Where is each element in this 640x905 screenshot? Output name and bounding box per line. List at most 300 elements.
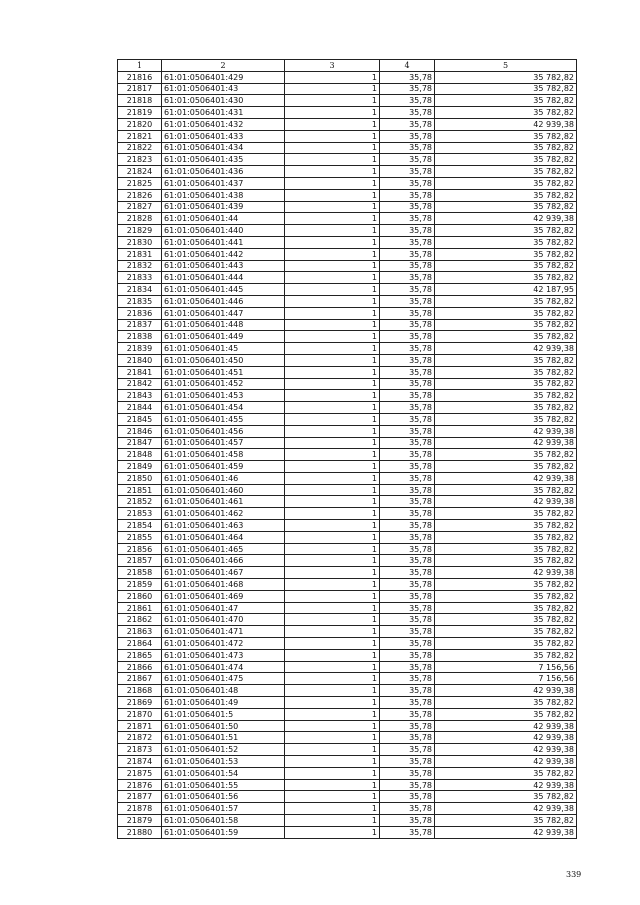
table-row bbox=[118, 118, 577, 130]
table-cell: 21828 bbox=[118, 213, 162, 225]
table-cell: 35,78 bbox=[380, 201, 435, 213]
table-cell: 21817 bbox=[118, 83, 162, 95]
table-cell: 61:01:0506401:471 bbox=[162, 626, 285, 638]
table-cell: 35,78 bbox=[380, 107, 435, 119]
table-cell: 35,78 bbox=[380, 189, 435, 201]
table-cell: 1 bbox=[285, 567, 380, 579]
table-row bbox=[118, 390, 577, 402]
table-row bbox=[118, 602, 577, 614]
table-cell: 61:01:0506401:50 bbox=[162, 720, 285, 732]
table-cell: 35,78 bbox=[380, 461, 435, 473]
table-cell: 35 782,82 bbox=[435, 590, 577, 602]
table-cell: 21867 bbox=[118, 673, 162, 685]
table-row bbox=[118, 437, 577, 449]
table-cell: 35 782,82 bbox=[435, 626, 577, 638]
table-cell: 42 939,38 bbox=[435, 720, 577, 732]
table-cell: 35,78 bbox=[380, 602, 435, 614]
table-cell: 35,78 bbox=[380, 508, 435, 520]
table-row bbox=[118, 815, 577, 827]
table-cell: 61:01:0506401:455 bbox=[162, 413, 285, 425]
table-cell: 35,78 bbox=[380, 213, 435, 225]
table-cell: 1 bbox=[285, 83, 380, 95]
table-cell: 21835 bbox=[118, 295, 162, 307]
table-cell: 42 939,38 bbox=[435, 685, 577, 697]
table-row bbox=[118, 343, 577, 355]
table-cell: 35,78 bbox=[380, 626, 435, 638]
table-row bbox=[118, 354, 577, 366]
table-row bbox=[118, 543, 577, 555]
table-cell: 1 bbox=[285, 720, 380, 732]
table-cell: 35,78 bbox=[380, 484, 435, 496]
table-cell: 35,78 bbox=[380, 366, 435, 378]
table-cell: 35 782,82 bbox=[435, 649, 577, 661]
table-row bbox=[118, 484, 577, 496]
table-cell: 21860 bbox=[118, 590, 162, 602]
table-cell: 1 bbox=[285, 166, 380, 178]
table-cell: 1 bbox=[285, 626, 380, 638]
table-cell: 61:01:0506401:452 bbox=[162, 378, 285, 390]
table-cell: 61:01:0506401:434 bbox=[162, 142, 285, 154]
table-cell: 61:01:0506401:438 bbox=[162, 189, 285, 201]
table-row bbox=[118, 95, 577, 107]
table-cell: 21879 bbox=[118, 815, 162, 827]
table-cell: 21846 bbox=[118, 425, 162, 437]
table-cell: 35 782,82 bbox=[435, 166, 577, 178]
table-cell: 1 bbox=[285, 826, 380, 838]
table-row bbox=[118, 295, 577, 307]
table-cell: 21840 bbox=[118, 354, 162, 366]
table-cell: 35,78 bbox=[380, 307, 435, 319]
table-cell: 21856 bbox=[118, 543, 162, 555]
table-cell: 35,78 bbox=[380, 720, 435, 732]
table-row bbox=[118, 107, 577, 119]
table-cell: 35,78 bbox=[380, 520, 435, 532]
table-cell: 61:01:0506401:456 bbox=[162, 425, 285, 437]
table-cell: 1 bbox=[285, 107, 380, 119]
table-cell: 61:01:0506401:429 bbox=[162, 71, 285, 83]
table-cell: 21824 bbox=[118, 166, 162, 178]
table-cell: 35,78 bbox=[380, 531, 435, 543]
table-cell: 61:01:0506401:459 bbox=[162, 461, 285, 473]
table-cell: 1 bbox=[285, 732, 380, 744]
table-cell: 61:01:0506401:469 bbox=[162, 590, 285, 602]
table-cell: 42 939,38 bbox=[435, 826, 577, 838]
table-cell: 21829 bbox=[118, 225, 162, 237]
table-cell: 35,78 bbox=[380, 331, 435, 343]
table-cell: 35,78 bbox=[380, 555, 435, 567]
table-cell: 35 782,82 bbox=[435, 177, 577, 189]
table-cell: 61:01:0506401:454 bbox=[162, 402, 285, 414]
table-cell: 21834 bbox=[118, 284, 162, 296]
table-cell: 35 782,82 bbox=[435, 142, 577, 154]
table-row bbox=[118, 708, 577, 720]
table-cell: 1 bbox=[285, 378, 380, 390]
table-cell: 35,78 bbox=[380, 732, 435, 744]
table-row bbox=[118, 720, 577, 732]
table-cell: 61:01:0506401:430 bbox=[162, 95, 285, 107]
table-cell: 61:01:0506401:5 bbox=[162, 708, 285, 720]
table-cell: 35,78 bbox=[380, 579, 435, 591]
table-cell: 42 939,38 bbox=[435, 732, 577, 744]
table-cell: 35,78 bbox=[380, 791, 435, 803]
table-cell: 35 782,82 bbox=[435, 225, 577, 237]
table-cell: 42 939,38 bbox=[435, 803, 577, 815]
table-cell: 21850 bbox=[118, 472, 162, 484]
table-cell: 1 bbox=[285, 756, 380, 768]
table-cell: 21866 bbox=[118, 661, 162, 673]
table-cell: 35,78 bbox=[380, 756, 435, 768]
table-cell: 61:01:0506401:442 bbox=[162, 248, 285, 260]
table-cell: 35,78 bbox=[380, 319, 435, 331]
table-cell: 61:01:0506401:45 bbox=[162, 343, 285, 355]
table-cell: 1 bbox=[285, 685, 380, 697]
table-cell: 35,78 bbox=[380, 661, 435, 673]
table-cell: 35,78 bbox=[380, 638, 435, 650]
table-cell: 35 782,82 bbox=[435, 319, 577, 331]
table-cell: 35,78 bbox=[380, 378, 435, 390]
table-cell: 35,78 bbox=[380, 295, 435, 307]
table-cell: 21823 bbox=[118, 154, 162, 166]
table-cell: 35 782,82 bbox=[435, 390, 577, 402]
table-cell: 1 bbox=[285, 579, 380, 591]
table-cell: 61:01:0506401:467 bbox=[162, 567, 285, 579]
table-cell: 1 bbox=[285, 815, 380, 827]
table-cell: 1 bbox=[285, 484, 380, 496]
table-cell: 35 782,82 bbox=[435, 520, 577, 532]
table-cell: 61:01:0506401:462 bbox=[162, 508, 285, 520]
table-cell: 61:01:0506401:453 bbox=[162, 390, 285, 402]
table-cell: 1 bbox=[285, 130, 380, 142]
table-row bbox=[118, 201, 577, 213]
table-row bbox=[118, 236, 577, 248]
table-row bbox=[118, 791, 577, 803]
table-cell: 61:01:0506401:465 bbox=[162, 543, 285, 555]
table-cell: 21848 bbox=[118, 449, 162, 461]
table-cell: 61:01:0506401:472 bbox=[162, 638, 285, 650]
table-cell: 35,78 bbox=[380, 354, 435, 366]
table-cell: 1 bbox=[285, 638, 380, 650]
table-cell: 35,78 bbox=[380, 590, 435, 602]
table-cell: 61:01:0506401:474 bbox=[162, 661, 285, 673]
table-cell: 1 bbox=[285, 520, 380, 532]
table-cell: 21852 bbox=[118, 496, 162, 508]
table-cell: 21838 bbox=[118, 331, 162, 343]
table-row bbox=[118, 402, 577, 414]
table-cell: 35,78 bbox=[380, 142, 435, 154]
table-row bbox=[118, 154, 577, 166]
table-cell: 42 939,38 bbox=[435, 779, 577, 791]
table-row bbox=[118, 189, 577, 201]
table-cell: 1 bbox=[285, 248, 380, 260]
table-cell: 35 782,82 bbox=[435, 331, 577, 343]
table-row bbox=[118, 130, 577, 142]
table-cell: 35,78 bbox=[380, 697, 435, 709]
table-cell: 35 782,82 bbox=[435, 107, 577, 119]
table-cell: 61:01:0506401:433 bbox=[162, 130, 285, 142]
table-cell: 1 bbox=[285, 508, 380, 520]
table-cell: 35,78 bbox=[380, 343, 435, 355]
table-row bbox=[118, 213, 577, 225]
table-cell: 1 bbox=[285, 71, 380, 83]
column-header: 5 bbox=[435, 60, 577, 72]
table-cell: 21832 bbox=[118, 260, 162, 272]
table-cell: 1 bbox=[285, 803, 380, 815]
table-row bbox=[118, 461, 577, 473]
table-cell: 61:01:0506401:451 bbox=[162, 366, 285, 378]
table-cell: 35,78 bbox=[380, 413, 435, 425]
table-cell: 35 782,82 bbox=[435, 579, 577, 591]
table-cell: 35,78 bbox=[380, 472, 435, 484]
table-cell: 1 bbox=[285, 708, 380, 720]
column-header: 3 bbox=[285, 60, 380, 72]
table-cell: 35 782,82 bbox=[435, 402, 577, 414]
table-cell: 35,78 bbox=[380, 166, 435, 178]
table-cell: 21839 bbox=[118, 343, 162, 355]
table-cell: 35,78 bbox=[380, 260, 435, 272]
table-row bbox=[118, 307, 577, 319]
column-header: 4 bbox=[380, 60, 435, 72]
table-cell: 1 bbox=[285, 779, 380, 791]
table-cell: 21868 bbox=[118, 685, 162, 697]
table-cell: 1 bbox=[285, 354, 380, 366]
table-cell: 61:01:0506401:439 bbox=[162, 201, 285, 213]
page-number: 339 bbox=[566, 870, 582, 879]
table-cell: 61:01:0506401:48 bbox=[162, 685, 285, 697]
table-row bbox=[118, 142, 577, 154]
table-cell: 61:01:0506401:440 bbox=[162, 225, 285, 237]
table-cell: 35 782,82 bbox=[435, 189, 577, 201]
table-row bbox=[118, 744, 577, 756]
table-cell: 61:01:0506401:436 bbox=[162, 166, 285, 178]
table-cell: 35 782,82 bbox=[435, 531, 577, 543]
table-cell: 35,78 bbox=[380, 177, 435, 189]
table-cell: 35,78 bbox=[380, 543, 435, 555]
table-cell: 1 bbox=[285, 437, 380, 449]
table-cell: 61:01:0506401:446 bbox=[162, 295, 285, 307]
table-cell: 21872 bbox=[118, 732, 162, 744]
table-cell: 35,78 bbox=[380, 71, 435, 83]
table-cell: 35 782,82 bbox=[435, 697, 577, 709]
table-cell: 1 bbox=[285, 225, 380, 237]
table-cell: 35 782,82 bbox=[435, 71, 577, 83]
table-cell: 35 782,82 bbox=[435, 272, 577, 284]
table-cell: 1 bbox=[285, 343, 380, 355]
column-header: 1 bbox=[118, 60, 162, 72]
table-cell: 35 782,82 bbox=[435, 508, 577, 520]
table-cell: 1 bbox=[285, 413, 380, 425]
table-row bbox=[118, 579, 577, 591]
table-cell: 35 782,82 bbox=[435, 791, 577, 803]
table-row bbox=[118, 425, 577, 437]
table-cell: 1 bbox=[285, 142, 380, 154]
table-cell: 35,78 bbox=[380, 118, 435, 130]
table-cell: 61:01:0506401:56 bbox=[162, 791, 285, 803]
table-cell: 35 782,82 bbox=[435, 638, 577, 650]
table-row bbox=[118, 331, 577, 343]
table-row bbox=[118, 248, 577, 260]
table-row bbox=[118, 697, 577, 709]
table-cell: 1 bbox=[285, 154, 380, 166]
table-row bbox=[118, 803, 577, 815]
table-cell: 42 939,38 bbox=[435, 472, 577, 484]
table-cell: 1 bbox=[285, 260, 380, 272]
table-cell: 21847 bbox=[118, 437, 162, 449]
table-cell: 21865 bbox=[118, 649, 162, 661]
table-cell: 21841 bbox=[118, 366, 162, 378]
table-cell: 21853 bbox=[118, 508, 162, 520]
table-row bbox=[118, 567, 577, 579]
table-cell: 1 bbox=[285, 590, 380, 602]
table-cell: 35 782,82 bbox=[435, 295, 577, 307]
table-cell: 42 939,38 bbox=[435, 744, 577, 756]
table-cell: 21816 bbox=[118, 71, 162, 83]
table-cell: 1 bbox=[285, 319, 380, 331]
table-cell: 35 782,82 bbox=[435, 154, 577, 166]
table-cell: 35,78 bbox=[380, 236, 435, 248]
table-cell: 35,78 bbox=[380, 390, 435, 402]
table-cell: 61:01:0506401:473 bbox=[162, 649, 285, 661]
table-cell: 61:01:0506401:51 bbox=[162, 732, 285, 744]
table-cell: 21827 bbox=[118, 201, 162, 213]
table-cell: 1 bbox=[285, 472, 380, 484]
table-cell: 35,78 bbox=[380, 803, 435, 815]
table-cell: 1 bbox=[285, 673, 380, 685]
table-cell: 21857 bbox=[118, 555, 162, 567]
table-cell: 1 bbox=[285, 531, 380, 543]
table-cell: 1 bbox=[285, 284, 380, 296]
table-cell: 35,78 bbox=[380, 425, 435, 437]
table-cell: 61:01:0506401:470 bbox=[162, 614, 285, 626]
table-cell: 1 bbox=[285, 449, 380, 461]
table-row bbox=[118, 520, 577, 532]
table-row bbox=[118, 661, 577, 673]
table-cell: 21842 bbox=[118, 378, 162, 390]
table-cell: 61:01:0506401:448 bbox=[162, 319, 285, 331]
table-cell: 1 bbox=[285, 402, 380, 414]
table-cell: 35,78 bbox=[380, 248, 435, 260]
table-row bbox=[118, 638, 577, 650]
table-cell: 21871 bbox=[118, 720, 162, 732]
table-cell: 21845 bbox=[118, 413, 162, 425]
table-cell: 35 782,82 bbox=[435, 555, 577, 567]
table-cell: 21863 bbox=[118, 626, 162, 638]
table-cell: 21819 bbox=[118, 107, 162, 119]
table-cell: 35,78 bbox=[380, 614, 435, 626]
table-cell: 21836 bbox=[118, 307, 162, 319]
table-cell: 21820 bbox=[118, 118, 162, 130]
table-cell: 61:01:0506401:437 bbox=[162, 177, 285, 189]
data-table bbox=[117, 59, 577, 839]
table-cell: 1 bbox=[285, 331, 380, 343]
table-cell: 21830 bbox=[118, 236, 162, 248]
table-row bbox=[118, 779, 577, 791]
table-row bbox=[118, 472, 577, 484]
table-cell: 61:01:0506401:443 bbox=[162, 260, 285, 272]
table-row bbox=[118, 649, 577, 661]
table-row bbox=[118, 756, 577, 768]
table-cell: 1 bbox=[285, 767, 380, 779]
table-cell: 1 bbox=[285, 614, 380, 626]
table-cell: 35 782,82 bbox=[435, 815, 577, 827]
table-cell: 35,78 bbox=[380, 567, 435, 579]
table-cell: 61:01:0506401:52 bbox=[162, 744, 285, 756]
table-cell: 42 939,38 bbox=[435, 425, 577, 437]
table-cell: 35,78 bbox=[380, 225, 435, 237]
table-row bbox=[118, 449, 577, 461]
table-cell: 35 782,82 bbox=[435, 614, 577, 626]
column-header: 2 bbox=[162, 60, 285, 72]
table-cell: 61:01:0506401:55 bbox=[162, 779, 285, 791]
table-cell: 42 939,38 bbox=[435, 213, 577, 225]
table-cell: 1 bbox=[285, 213, 380, 225]
table-cell: 1 bbox=[285, 295, 380, 307]
table-cell: 61:01:0506401:444 bbox=[162, 272, 285, 284]
table-cell: 1 bbox=[285, 649, 380, 661]
table-cell: 21826 bbox=[118, 189, 162, 201]
table-cell: 61:01:0506401:44 bbox=[162, 213, 285, 225]
table-cell: 61:01:0506401:432 bbox=[162, 118, 285, 130]
table-cell: 61:01:0506401:59 bbox=[162, 826, 285, 838]
table-cell: 1 bbox=[285, 602, 380, 614]
table-cell: 35,78 bbox=[380, 83, 435, 95]
table-cell: 61:01:0506401:466 bbox=[162, 555, 285, 567]
table-cell: 35,78 bbox=[380, 685, 435, 697]
table-row bbox=[118, 366, 577, 378]
table-cell: 35 782,82 bbox=[435, 602, 577, 614]
table-row bbox=[118, 767, 577, 779]
table-row bbox=[118, 272, 577, 284]
table-cell: 35,78 bbox=[380, 95, 435, 107]
table-row bbox=[118, 685, 577, 697]
table-cell: 35 782,82 bbox=[435, 95, 577, 107]
table-row bbox=[118, 590, 577, 602]
table-cell: 1 bbox=[285, 543, 380, 555]
table-cell: 21861 bbox=[118, 602, 162, 614]
table-row bbox=[118, 531, 577, 543]
table-row bbox=[118, 225, 577, 237]
table-cell: 1 bbox=[285, 189, 380, 201]
table-cell: 21851 bbox=[118, 484, 162, 496]
table-cell: 42 939,38 bbox=[435, 118, 577, 130]
table-cell: 21870 bbox=[118, 708, 162, 720]
table-cell: 61:01:0506401:475 bbox=[162, 673, 285, 685]
table-cell: 35,78 bbox=[380, 496, 435, 508]
table-cell: 35,78 bbox=[380, 708, 435, 720]
table-cell: 1 bbox=[285, 201, 380, 213]
table-cell: 21822 bbox=[118, 142, 162, 154]
table-cell: 35,78 bbox=[380, 437, 435, 449]
table-cell: 21825 bbox=[118, 177, 162, 189]
table-cell: 21837 bbox=[118, 319, 162, 331]
table-cell: 21854 bbox=[118, 520, 162, 532]
table-cell: 35,78 bbox=[380, 815, 435, 827]
table-cell: 1 bbox=[285, 661, 380, 673]
table-row bbox=[118, 555, 577, 567]
table-cell: 35 782,82 bbox=[435, 236, 577, 248]
table-cell: 1 bbox=[285, 236, 380, 248]
table-cell: 61:01:0506401:47 bbox=[162, 602, 285, 614]
table-cell: 21818 bbox=[118, 95, 162, 107]
table-cell: 21855 bbox=[118, 531, 162, 543]
table-cell: 1 bbox=[285, 697, 380, 709]
table-cell: 21869 bbox=[118, 697, 162, 709]
table-cell: 21831 bbox=[118, 248, 162, 260]
table-cell: 1 bbox=[285, 118, 380, 130]
table-cell: 42 939,38 bbox=[435, 496, 577, 508]
table-row bbox=[118, 732, 577, 744]
table-cell: 1 bbox=[285, 496, 380, 508]
table-cell: 1 bbox=[285, 425, 380, 437]
